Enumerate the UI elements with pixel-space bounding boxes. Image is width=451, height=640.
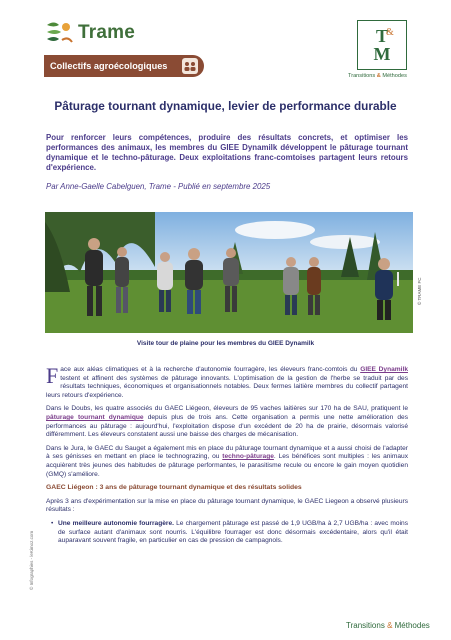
logo-caption: Transitions & Méthodes bbox=[348, 73, 407, 79]
logo-letter-m: M bbox=[373, 44, 391, 64]
link-paturage-tournant[interactable]: pâturage tournant dynamique bbox=[46, 413, 144, 421]
photo-credit: © TRAME FC bbox=[417, 277, 422, 305]
article-byline: Par Anne-Gaelle Cabelguen, Trame - Publié en septembre 2025 bbox=[46, 182, 271, 191]
field-visit-photo bbox=[45, 212, 413, 333]
footer-brand: Transitions & Méthodes bbox=[346, 621, 430, 630]
paragraph-3: Dans le Jura, le GAEC du Sauget a également mis en place du pâturage tournant dynamique et a aussi choisi de l'adapter à ses génisses en mettant en place le technograzing, ou techno-pâturage. Les bénéfices sont multiples : les animaux acquièrent très jeunes des habitudes de pâturage performantes, le parasitisme recule ou encore le gain moyen quotidien (GMQ) s'améliore. bbox=[46, 444, 408, 478]
side-credit: © Infographies - leKimoz.com bbox=[29, 530, 34, 590]
collectif-label: Collectifs agroécologiques bbox=[50, 61, 168, 71]
article-title: Pâturage tournant dynamique, levier de performance durable bbox=[54, 99, 397, 113]
drop-cap: F bbox=[46, 363, 59, 388]
paragraph-4: Après 3 ans d'expérimentation sur la mise en place du pâturage tournant dynamique, le GAEC Liegeon a observé plusieurs résultats : bbox=[46, 497, 408, 514]
bullet-item: • Une meilleure autonomie fourragère. Le chargement pâturage est passé de 1,9 UGB/ha à 2,7 UGB/ha : avec moins de surface autant d'animaux sont nourris. L'équilibre fourrager est donc désormais excédentaire, alors qu'il était auparavant souvent fragile, en particulier en cas de pression de campagnols. bbox=[46, 520, 408, 546]
link-giee-dynamilk[interactable]: GIEE Dynamilk bbox=[360, 366, 408, 373]
article-body bbox=[46, 363, 408, 551]
link-techno-paturage[interactable]: techno-pâturage bbox=[222, 453, 274, 461]
article-intro: Pour renforcer leurs compétences, produire des résultats concrets, et optimiser les performances des animaux, les membres du GIEE Dynamilk développent le pâturage tournant dynamique et le techno-pâturage. Deux exploitations franc-comtoises partagent leurs retours d'expérience. bbox=[46, 133, 408, 172]
trame-leaf-icon bbox=[44, 18, 74, 48]
transitions-methodes-logo[interactable] bbox=[357, 20, 407, 70]
section-heading: GAEC Liégeon : 3 ans de pâturage tournant dynamique et des résultats solides bbox=[46, 484, 302, 492]
trame-logo[interactable] bbox=[44, 18, 135, 48]
brand-name: Trame bbox=[78, 22, 135, 43]
logo-ampersand: & bbox=[386, 27, 394, 38]
photo-illustration bbox=[45, 212, 413, 333]
group-icon bbox=[182, 58, 198, 74]
paragraph-1: Face aux aléas climatiques et à la recherche d'autonomie fourragère, les éleveurs franc-comtois du GIEE Dynamilk testent et affinent des systèmes de pâturage innovants. L'optimisation de la gestion de l'herbe se traduit par des résultats techniques, économiques et organisationnels notables. Deux fermes laitière membres du collectif partagent leurs retours d'expérience. bbox=[46, 363, 408, 399]
paragraph-2: Dans le Doubs, les quatre associés du GAEC Liégeon, éleveurs de 95 vaches laitières sur 170 ha de SAU, pratiquent le pâturage tournant dynamique depuis plus de trois ans. Cette organisation a permis une nette amélioration des performances au pâturage : aujourd'hui, l'exploitation dispose d'un excédent de 20 ha de prairie, désormais valorisé différemment. Les éleveurs constatent aussi une baisse des charges de mécanisation. bbox=[46, 405, 408, 439]
logo-letter-t: T bbox=[375, 26, 388, 46]
photo-caption: Visite tour de plaine pour les membres du GIEE Dynamilk bbox=[136, 340, 315, 347]
collectif-banner bbox=[44, 55, 204, 77]
